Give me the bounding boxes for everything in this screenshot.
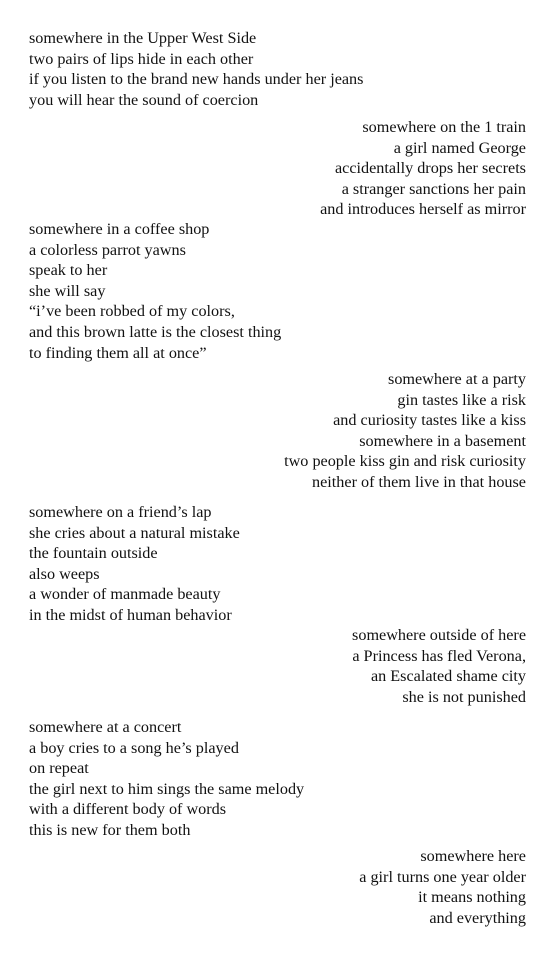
poem-line: a wonder of manmade beauty <box>29 585 221 604</box>
poem-line: two pairs of lips hide in each other <box>29 49 254 68</box>
poem-line: gin tastes like a risk <box>397 390 526 409</box>
stanza-2 <box>320 117 526 220</box>
stanza-5 <box>29 502 240 626</box>
poem-line: with a different body of words <box>29 800 227 819</box>
stanza-1 <box>29 28 363 110</box>
poem-line: a boy cries to a song he’s played <box>29 738 239 757</box>
poem-line: somewhere on the 1 train <box>362 118 526 136</box>
poem-line: and this brown latte is the closest thing <box>29 322 282 341</box>
stanza-7 <box>29 717 304 841</box>
poem-line: somewhere outside of here <box>352 626 526 644</box>
poem-line: in the midst of human behavior <box>29 605 232 624</box>
poem-line: somewhere in a coffee shop <box>29 220 210 238</box>
poem-line: on repeat <box>29 759 89 778</box>
poem-line: if you listen to the brand new hands under her jeans <box>29 70 364 89</box>
poem-line: you will hear the sound of coercion <box>29 90 259 109</box>
poem-line: somewhere on a friend’s lap <box>29 503 212 521</box>
stanza-4 <box>284 369 526 493</box>
stanza-6 <box>352 625 526 707</box>
poem-line: a colorless parrot yawns <box>29 240 186 259</box>
poem-line: it means nothing <box>418 888 526 907</box>
poem-line: the fountain outside <box>29 544 158 563</box>
poem-line: somewhere at a party <box>388 370 526 388</box>
poem-line: neither of them live in that house <box>312 472 526 491</box>
poem-line: a girl named George <box>393 138 526 157</box>
poem-line: somewhere at a concert <box>29 718 182 736</box>
poem-line: the girl next to him sings the same melody <box>29 779 305 798</box>
poem-line: two people kiss gin and risk curiosity <box>284 452 526 471</box>
poem-line: accidentally drops her secrets <box>334 159 526 178</box>
poem-line: she is not punished <box>402 687 526 706</box>
poem-line: she cries about a natural mistake <box>29 523 240 542</box>
poem-line: and everything <box>429 908 526 927</box>
poem-line: a stranger sanctions her pain <box>341 179 526 198</box>
poem-line: she will say <box>29 281 106 300</box>
poem-line: this is new for them both <box>29 820 191 839</box>
poem-line: a girl turns one year older <box>359 867 526 886</box>
poem-line: somewhere here <box>420 847 526 865</box>
poem-line: speak to her <box>29 261 108 280</box>
poem-line: somewhere in the Upper West Side <box>29 29 257 47</box>
stanza-3 <box>29 219 281 363</box>
poem-line: to finding them all at once” <box>29 343 207 362</box>
poem-line: somewhere in a basement <box>359 431 526 450</box>
poem-line: and curiosity tastes like a kiss <box>333 411 526 430</box>
poem-line: also weeps <box>29 564 100 583</box>
poem-line: and introduces herself as mirror <box>320 200 526 219</box>
poem-line: “i’ve been robbed of my colors, <box>29 302 235 321</box>
stanza-8 <box>359 846 526 928</box>
poem-line: a Princess has fled Verona, <box>352 646 526 665</box>
poem-line: an Escalated shame city <box>370 667 526 686</box>
